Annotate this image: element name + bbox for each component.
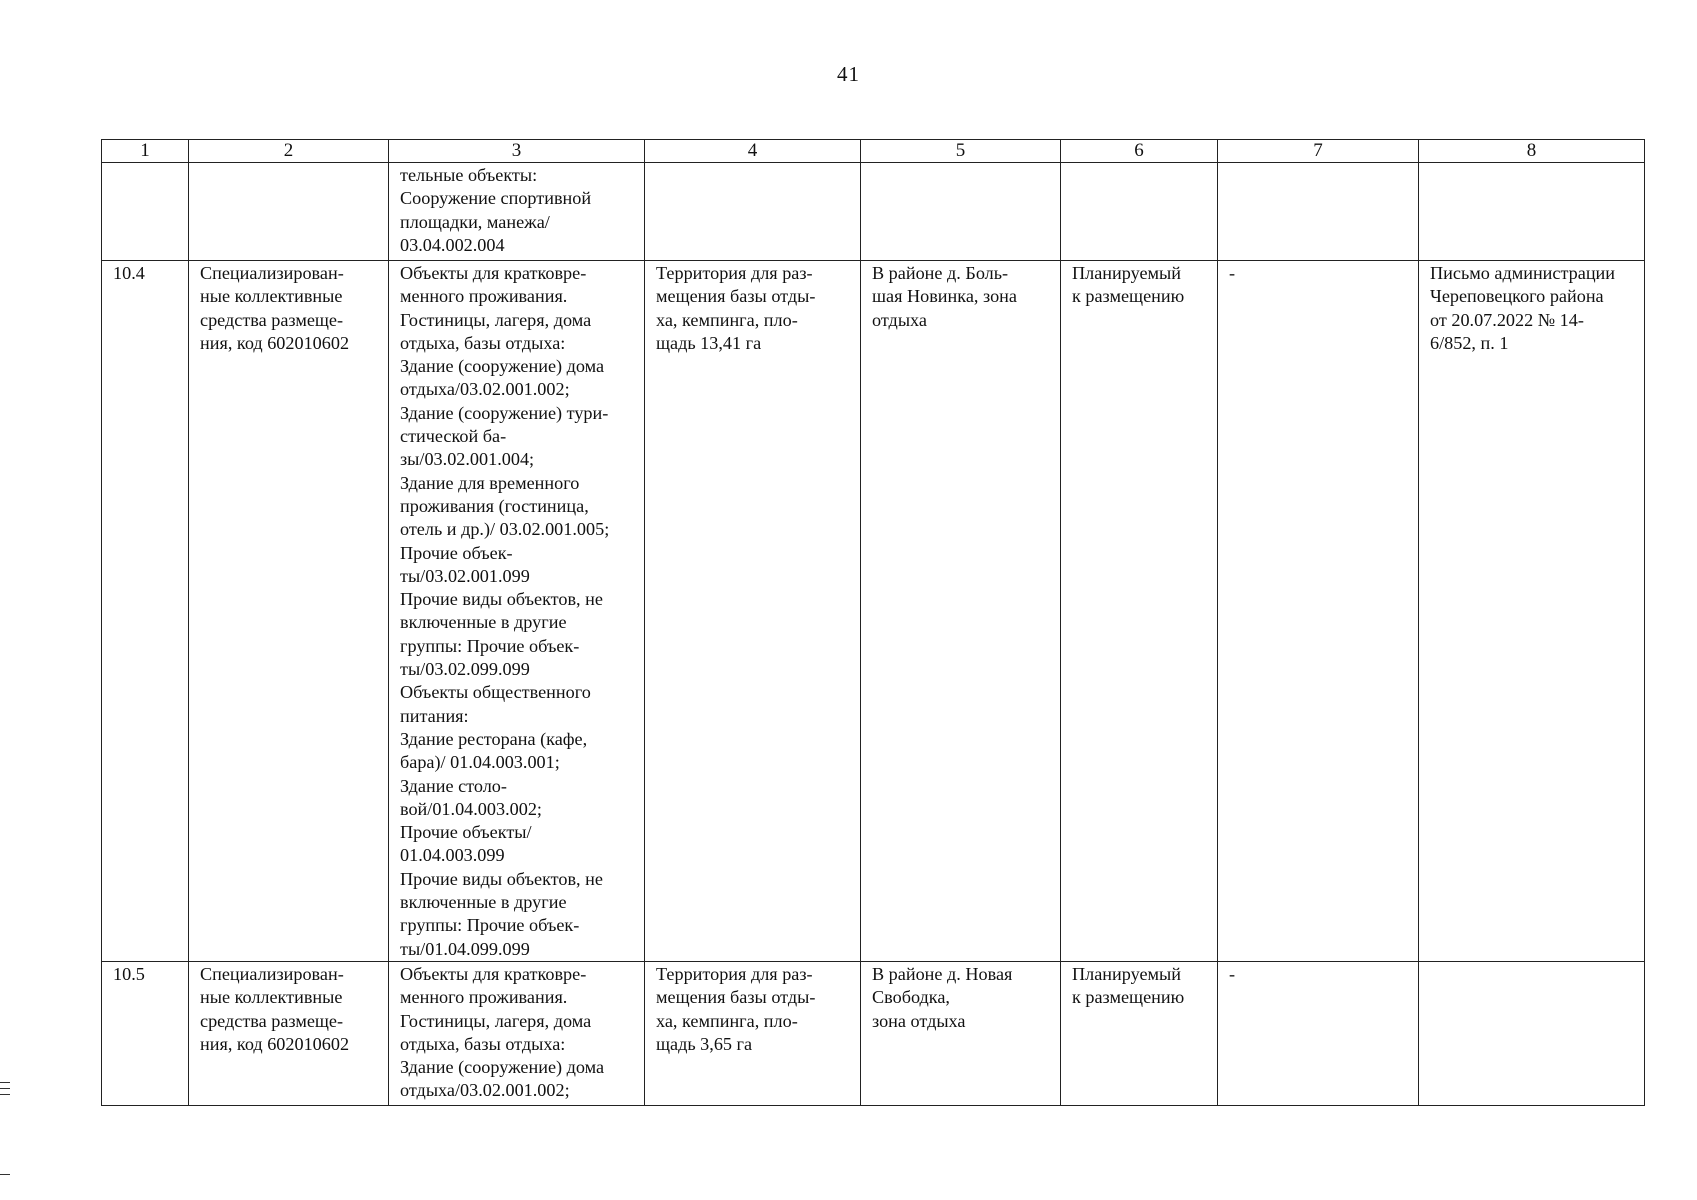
cell-territory [645, 961, 861, 1105]
table-row [102, 961, 1645, 1105]
cell-number [102, 961, 189, 1105]
header-col-5: 5 [861, 140, 1061, 163]
cell-territory [645, 163, 861, 261]
table-row [102, 261, 1645, 962]
cell-name [189, 961, 389, 1105]
cell-name [189, 163, 389, 261]
header-col-2: 2 [189, 140, 389, 163]
cell-number [102, 163, 189, 261]
page-number: 41 [837, 62, 860, 86]
margin-mark [0, 1088, 10, 1089]
cell-objects [389, 163, 645, 261]
cell-basis [1419, 961, 1645, 1105]
cell-status [1061, 163, 1218, 261]
cell-location [861, 961, 1061, 1105]
table-row-continuation [102, 163, 1645, 261]
header-col-4: 4 [645, 140, 861, 163]
header-col-7: 7 [1218, 140, 1419, 163]
cell-text: Территория для раз- мещения базы отды- ха, кемпинга, пло- щадь 3,65 га [656, 963, 816, 1054]
cell-text: Планируемый к размещению [1072, 263, 1185, 307]
cell-text: Планируемый к размещению [1072, 963, 1185, 1008]
planning-table [101, 139, 1645, 1106]
cell-text: тельные объекты: Сооружение спортивной площадки, манежа/ 03.04.002.004 [400, 165, 592, 255]
cell-col7 [1218, 261, 1419, 962]
header-col-8: 8 [1419, 140, 1645, 163]
header-col-3: 3 [389, 140, 645, 163]
cell-name [189, 261, 389, 962]
cell-objects [389, 961, 645, 1105]
margin-mark [0, 1174, 10, 1175]
cell-territory [645, 261, 861, 962]
cell-basis [1419, 261, 1645, 962]
cell-col7 [1218, 163, 1419, 261]
cell-col7 [1218, 961, 1419, 1105]
cell-text: 10.4 [113, 263, 145, 283]
cell-text: В районе д. Новая Свободка, зона отдыха [872, 963, 1013, 1031]
cell-text: - [1229, 263, 1236, 283]
header-col-1: 1 [102, 140, 189, 163]
cell-text: Объекты для кратковре- менного проживания. Гостиницы, лагеря, дома отдыха, базы отдыха: Здание (сооружение) дома отдыха/03.02.001.002; Здание (сооружение) тури- стической ба- зы/03.02.001.004; Здание для временного проживания (гостиница, отель и др.)/ 03.02.001.005; Прочие объек- ты/03.02.001.099 Прочие виды объектов, не включенные в другие группы: Прочие объек- ты/03.02.099.099 Объекты общественного питания: Здание ресторана (кафе, бара)/ 01.04.003.001; Здание столо- вой/01.04.003.002; Прочие объекты/ 01.04.003.099 Прочие виды объектов, не включенные в другие группы: Прочие объек- ты/01.04.099.099 [400, 263, 610, 959]
cell-location [861, 163, 1061, 261]
cell-number [102, 261, 189, 962]
cell-text: Специализирован- ные коллективные средства размеще- ния, код 602010602 [200, 963, 350, 1054]
margin-mark [0, 1094, 10, 1095]
header-row [102, 140, 1645, 163]
cell-objects [389, 261, 645, 962]
cell-status [1061, 261, 1218, 962]
header-col-6: 6 [1061, 140, 1218, 163]
cell-text: Объекты для кратковре- менного проживания. Гостиницы, лагеря, дома отдыха, базы отдыха: Здание (сооружение) дома отдыха/03.02.001.002; [400, 963, 605, 1101]
cell-location [861, 261, 1061, 962]
cell-status [1061, 961, 1218, 1105]
cell-text: В районе д. Боль- шая Новинка, зона отдыха [872, 263, 1017, 330]
cell-basis [1419, 163, 1645, 261]
cell-text: Территория для раз- мещения базы отды- ха, кемпинга, пло- щадь 13,41 га [656, 263, 816, 353]
cell-text: 10.5 [113, 963, 145, 984]
cell-text: - [1229, 963, 1236, 984]
cell-text: Специализирован- ные коллективные средства размеще- ния, код 602010602 [200, 263, 350, 353]
cell-text: Письмо администрации Череповецкого района от 20.07.2022 № 14- 6/852, п. 1 [1430, 263, 1616, 353]
margin-mark [0, 1082, 10, 1083]
